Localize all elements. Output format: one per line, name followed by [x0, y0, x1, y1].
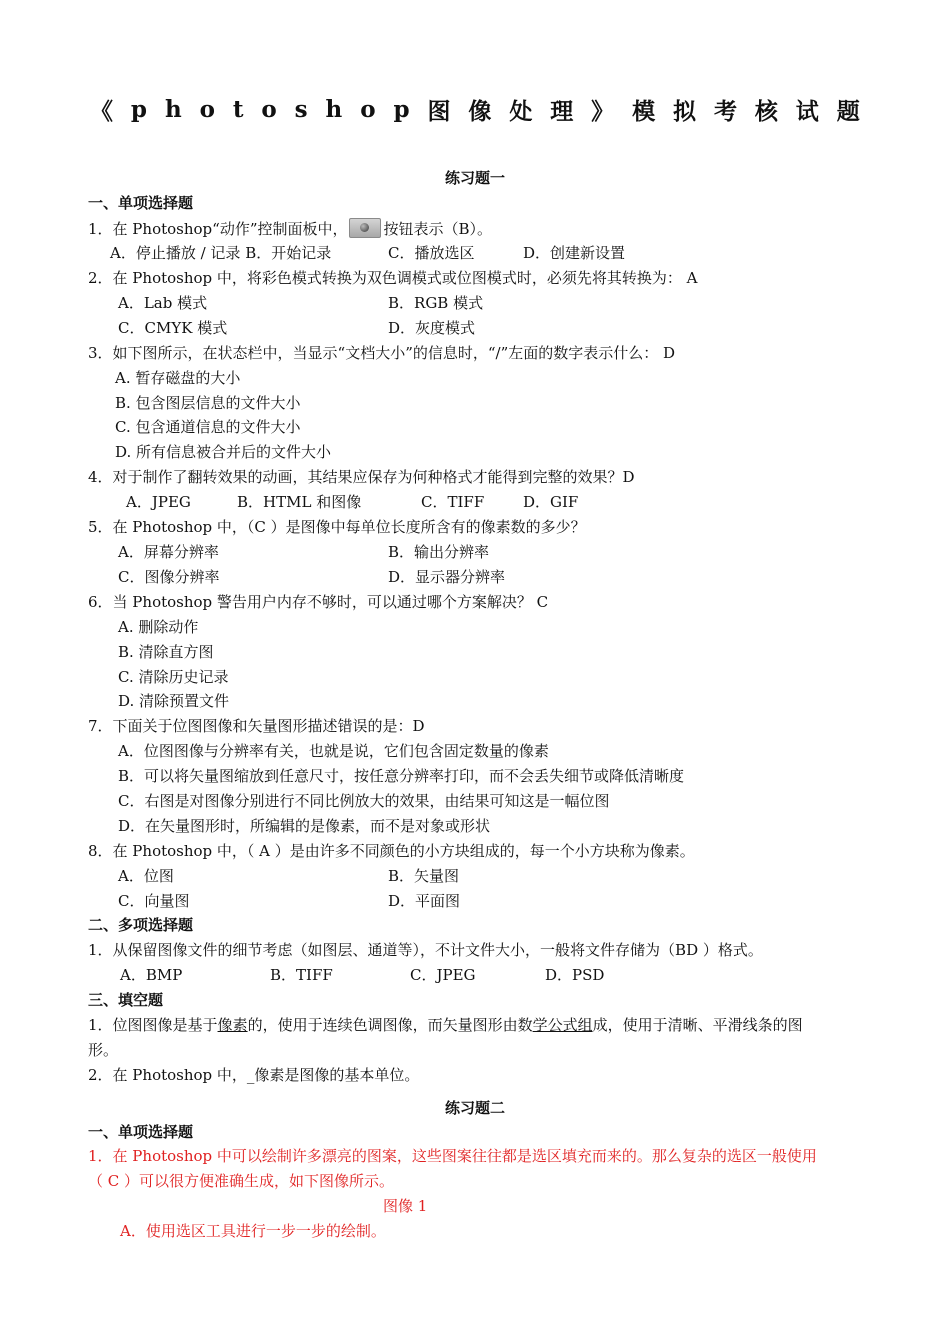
option: A. 删除动作: [118, 618, 199, 636]
title-char: 考: [713, 97, 737, 125]
option: B．可以将矢量图缩放到任意尺寸，按任意分辨率打印，而不会丢失细节或降低清晰度: [118, 767, 685, 785]
question-1-8: 8．在 Photoshop 中，（ A ）是由许多不同颜色的小方块组成的，每一个小方块称为像素。: [88, 842, 695, 860]
fill-answer: 像素: [217, 1016, 248, 1034]
fill-question-1-cont: 形。: [88, 1041, 119, 1059]
question-1-7: 7．下面关于位图图像和矢量图形描述错误的是：D: [88, 717, 425, 735]
option: A．JPEG: [126, 493, 191, 511]
question-1-3: 3．如下图所示，在状态栏中，当显示“文档大小”的信息时，“/”左面的数字表示什么： D: [88, 344, 676, 362]
option: D．显示器分辨率: [388, 568, 506, 586]
section-fill-blank-title: 三、填空题: [88, 991, 164, 1009]
option: A．停止播放 / 记录 B．开始记录: [110, 244, 332, 262]
question-2-1-line2: （ C ）可以很方便准确生成，如下图像所示。: [88, 1172, 395, 1190]
option: A．位图: [118, 867, 174, 885]
exercise-1-heading: 练习题一: [444, 169, 505, 187]
title-char: o: [360, 95, 376, 123]
image-caption: 图像 1: [383, 1197, 428, 1215]
question-1-1-text: 1．在 Photoshop“动作”控制面板中，: [88, 220, 348, 238]
multi-question-1: 1．从保留图像文件的细节考虑（如图层、通道等），不计文件大小，一般将文件存储为（BD ）格式。: [88, 941, 763, 959]
option: C．TIFF: [421, 493, 485, 511]
option: D．在矢量图形时，所编辑的是像素，而不是对象或形状: [118, 817, 491, 835]
title-char: 《: [90, 97, 113, 125]
option: D. 清除预置文件: [118, 692, 230, 710]
question-1-5: 5．在 Photoshop 中，（C ）是图像中每单位长度所含有的像素数的多少？: [88, 518, 586, 536]
title-char: h: [164, 95, 182, 123]
section-multi-choice-title: 二、多项选择题: [88, 916, 194, 934]
option: B．HTML 和图像: [237, 493, 362, 511]
title-char: 拟: [673, 97, 697, 125]
option: A. 暂存磁盘的大小: [115, 369, 241, 387]
option: A．位图图像与分辨率有关，也就是说，它们包含固定数量的像素: [118, 742, 549, 760]
title-char: p: [393, 95, 410, 123]
fill-text: 1．位图图像是基于: [88, 1016, 218, 1034]
section-single-choice-title-2: 一、单项选择题: [88, 1123, 194, 1141]
option: B．矢量图: [388, 867, 460, 885]
title-char: 模: [632, 97, 656, 125]
option: A．BMP: [120, 966, 183, 984]
option: B．输出分辨率: [388, 543, 490, 561]
option: B．RGB 模式: [388, 294, 484, 312]
title-char: 题: [836, 97, 860, 125]
fill-text: 成，使用于清晰、平滑线条的图: [592, 1016, 803, 1034]
question-1-2: 2．在 Photoshop 中，将彩色模式转换为双色调模式或位图模式时，必须先将其转换为： A: [88, 269, 698, 287]
question-1-4: 4．对于制作了翻转效果的动画，其结果应保存为何种格式才能得到完整的效果？D: [88, 468, 635, 486]
option: D．GIF: [523, 493, 579, 511]
option: B. 清除直方图: [118, 643, 214, 661]
title-char: 理: [550, 97, 574, 125]
title-char: 核: [754, 97, 778, 125]
fill-question-1: [88, 1015, 803, 1035]
option: D．平面图: [388, 892, 461, 910]
option: A．Lab 模式: [118, 294, 208, 312]
title-char: s: [294, 95, 308, 123]
option: D．PSD: [545, 966, 605, 984]
title-char: h: [325, 95, 343, 123]
question-1-6: 6．当 Photoshop 警告用户内存不够时，可以通过哪个方案解决？ C: [88, 593, 549, 611]
option: A．屏幕分辨率: [118, 543, 219, 561]
title-char: 图: [427, 97, 451, 125]
exercise-2-heading: 练习题二: [444, 1099, 505, 1117]
section-single-choice-title: 一、单项选择题: [88, 194, 194, 212]
option: C．向量图: [118, 892, 190, 910]
option: C. 包含通道信息的文件大小: [115, 418, 301, 436]
title-char: p: [130, 95, 148, 123]
record-button-icon: [349, 218, 381, 238]
title-char: o: [199, 95, 215, 123]
option: C．图像分辨率: [118, 568, 220, 586]
document-title: [90, 92, 860, 126]
option: A．使用选区工具进行一步一步的绘制。: [120, 1222, 386, 1240]
title-char: 试: [795, 97, 819, 125]
option: D．灰度模式: [388, 319, 476, 337]
title-char: o: [261, 95, 277, 123]
option: C．播放选区: [388, 244, 475, 262]
title-char: t: [232, 95, 244, 123]
question-1-1: [88, 218, 492, 239]
option: B. 包含图层信息的文件大小: [115, 394, 301, 412]
option: C．CMYK 模式: [118, 319, 228, 337]
option: C．JPEG: [410, 966, 476, 984]
fill-text: 的，使用于连续色调图像，而矢量图形由数: [247, 1016, 533, 1034]
title-char: 》: [591, 97, 615, 125]
title-char: 像: [468, 97, 492, 125]
fill-answer: 学公式组: [532, 1016, 593, 1034]
option: C. 清除历史记录: [118, 668, 229, 686]
option: C．右图是对图像分别进行不同比例放大的效果，由结果可知这是一幅位图: [118, 792, 610, 810]
option: D. 所有信息被合并后的文件大小: [115, 443, 332, 461]
option: B．TIFF: [270, 966, 333, 984]
fill-question-2: 2．在 Photoshop 中，_像素是图像的基本单位。: [88, 1066, 420, 1084]
option: D．创建新设置: [523, 244, 626, 262]
question-1-1-text-end: 按钮表示（B）。: [383, 220, 493, 238]
title-char: 处: [509, 97, 533, 125]
question-2-1-line1: 1．在 Photoshop 中可以绘制许多漂亮的图案，这些图案往往都是选区填充而来的。那么复杂的选区一般使用: [88, 1147, 817, 1165]
